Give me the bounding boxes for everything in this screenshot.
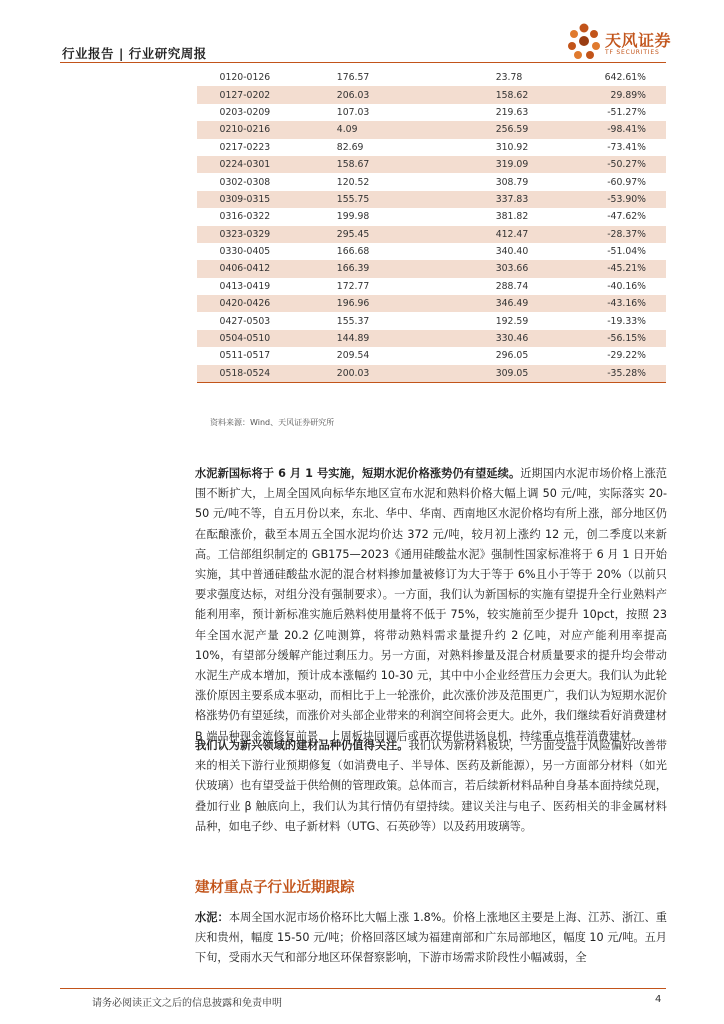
table-row [197,173,666,190]
table-cell: 206.03 [293,86,446,103]
table-row [197,104,666,121]
footer-disclaimer: 请务必阅读正文之后的信息披露和免责申明 [92,998,282,1009]
table-cell: 23.78 [495,72,523,84]
table-cell: 288.74 [495,280,529,292]
table-cell: -43.16% [605,295,666,312]
table-row [197,312,666,329]
table-cell: 199.98 [336,211,370,223]
table-cell: -47.62% [607,211,646,223]
table-cell: -56.15% [605,330,666,347]
table-cell: 219.63 [495,106,529,118]
table-cell: 319.09 [446,156,605,173]
table-cell: 209.54 [336,350,370,362]
table-row [197,365,666,383]
table-cell: 0427-0503 [219,315,271,327]
table-cell: -40.16% [607,280,646,292]
table-cell: 155.75 [293,191,446,208]
table-cell: -35.28% [605,365,666,383]
table-cell: -98.41% [605,121,666,138]
table-cell: 0413-0419 [219,280,271,292]
table-cell: 0217-0223 [219,141,271,153]
table-cell: 120.52 [336,176,370,188]
table-row [197,208,666,225]
table-cell: 412.47 [446,226,605,243]
paragraph-lead: 我们认为新兴领域的建材品种仍值得关注。 [195,739,409,752]
table-row [197,139,666,156]
section-heading: 建材重点子行业近期跟踪 [195,880,355,896]
table-cell: 0203-0209 [219,106,271,118]
table-cell: 4.09 [293,121,446,138]
table-cell: 196.96 [293,295,446,312]
table-cell: 0302-0308 [219,176,271,188]
paragraph-new-materials [195,736,667,837]
table-cell: 166.68 [336,246,370,258]
table-cell: 0224-0301 [197,156,293,173]
table-cell: 642.61% [604,72,646,84]
table-cell: 29.89% [605,86,666,103]
table-cell: -60.97% [607,176,646,188]
table-cell: 192.59 [495,315,529,327]
table-cell: 200.03 [293,365,446,383]
table-source-note: 资料来源：Wind、天风证券研究所 [210,418,335,427]
logo-chinese-name: 天风证券 [605,31,672,50]
paragraph-lead: 水泥： [195,911,229,924]
paragraph-lead: 水泥新国标将于 6 月 1 号实施，短期水泥价格涨势仍有望延续。 [195,467,521,480]
table-cell: 158.67 [293,156,446,173]
table-cell: -19.33% [607,315,646,327]
table-cell: -28.37% [605,226,666,243]
table-cell: 166.39 [293,260,446,277]
weekly-data-table [197,69,666,383]
table-cell: 172.77 [336,280,370,292]
paragraph-body: 本周全国水泥市场价格环比大幅上涨 1.8%。价格上涨地区主要是上海、江苏、浙江、重庆和贵州，幅度 15-50 元/吨；价格回落区域为福建南部和广东局部地区，幅度 10 元/吨。五月下旬，受雨水天气和部分地区环保督察影响，下游市场需求阶段性小幅减弱，全 [195,911,667,965]
paragraph-cement-new-standard [195,464,667,747]
table-cell: 337.83 [446,191,605,208]
table-cell: 0316-0322 [219,211,271,223]
table-cell: 0120-0126 [219,72,271,84]
page-number: 4 [655,994,662,1005]
table-cell: 107.03 [336,106,370,118]
table-cell: 0511-0517 [219,350,271,362]
table-cell: 0309-0315 [197,191,293,208]
table-cell: -51.04% [607,246,646,258]
table-cell: 296.05 [495,350,529,362]
table-cell: 0504-0510 [197,330,293,347]
table-cell: 0406-0412 [197,260,293,277]
table-cell: -29.22% [607,350,646,362]
table-cell: 0518-0524 [197,365,293,383]
table-row [197,330,666,347]
table-cell: 310.92 [495,141,529,153]
table-row [197,191,666,208]
table-cell: -45.21% [605,260,666,277]
table-row [197,278,666,295]
table-cell: 303.66 [446,260,605,277]
table-row [197,226,666,243]
table-row [197,156,666,173]
table-cell: -53.90% [605,191,666,208]
table-cell: 340.40 [495,246,529,258]
table-cell: -50.27% [605,156,666,173]
report-type-title: 行业报告 | 行业研究周报 [62,46,207,61]
table-row [197,86,666,103]
table-row [197,121,666,138]
header-divider [60,62,666,63]
table-row [197,347,666,364]
footer-divider [60,988,666,989]
logo-english-name: TF SECURITIES [605,49,660,56]
logo-flower-icon [567,22,601,60]
table-cell: 155.37 [336,315,370,327]
table-cell: 0127-0202 [197,86,293,103]
table-cell: 176.57 [336,72,370,84]
table-cell: 0323-0329 [197,226,293,243]
paragraph-body: 近期国内水泥市场价格上涨范围不断扩大，上周全国风向标华东地区宣布水泥和熟料价格大幅上调 50 元/吨，实际落实 20-50 元/吨不等，自五月份以来，东北、华中、华南、西南地区水泥价格均有所上涨，部分地区仍在酝酿涨价，截至本周五全国水泥均价达 372 元/吨，较月初上涨约 12 元，创二季度以来新高。工信部组织制定的 GB175—2023《通用硅酸盐水泥》强制性国家标准将于 6 月 1 日开始实施，其中普通硅酸盐水泥的混合材料掺加量被修订为大于等于 6%且小于等于 20%（以前只要求强度达标，对组分没有强制要求）。一方面，我们认为新国标的实施有望提升全行业熟料产能利用率，预计新标准实施后熟料使用量将不低于 75%，较实施前至少提升 10pct，按照 23 年全国水泥产量 20.2 亿吨测算，将带动熟料需求量提升约 2 亿吨，对应产能利用率提高 10%，有望部分缓解产能过剩压力。另一方面，对熟料掺量及混合材质量要求的提升均会带动水泥生产成本增加，预计成本涨幅约 10-30 元，其中中小企业经营压力会更大。我们认为此轮涨价原因主要系成本驱动，而相比于上一轮涨价，此次涨价涉及范围更广，我们认为短期水泥价格涨势仍有望延续，而涨价对头部企业带来的利润空间将会更大。此外，我们继续看好消费建材 B 端品种现金流修复前景，上周板块回调后或再次提供进场良机，持续重点推荐消费建材。 [195,467,667,743]
table-cell: 0420-0426 [197,295,293,312]
table-cell: -73.41% [607,141,646,153]
table-cell: -51.27% [607,106,646,118]
company-logo [567,22,677,62]
table-cell: 346.49 [446,295,605,312]
table-cell: 0210-0216 [197,121,293,138]
paragraph-body: 我们认为新材料板块，一方面受益于风险偏好改善带来的相关下游行业预期修复（如消费电子、半导体、医药及新能源），另一方面部分材料（如光伏玻璃）也有望受益于供给侧的管理政策。总体而言，若后续新材料品种自身基本面持续兑现，叠加行业 β 触底向上，我们认为其行情仍有望持续。建议关注与电子、医药相关的非金属材料品种，如电子纱、电子新材料（UTG、石英砂等）以及药用玻璃等。 [195,739,667,833]
table-cell: 295.45 [293,226,446,243]
table-cell: 308.79 [495,176,529,188]
table-cell: 256.59 [446,121,605,138]
table-row [197,295,666,312]
table-cell: 309.05 [446,365,605,383]
table-cell: 330.46 [446,330,605,347]
table-cell: 158.62 [446,86,605,103]
table-cell: 0330-0405 [219,246,271,258]
table-row [197,243,666,260]
table-cell: 381.82 [495,211,529,223]
table-row [197,260,666,277]
table-cell: 144.89 [293,330,446,347]
table-cell: 82.69 [336,141,364,153]
table-row [197,69,666,86]
paragraph-cement-tracking [195,908,667,969]
